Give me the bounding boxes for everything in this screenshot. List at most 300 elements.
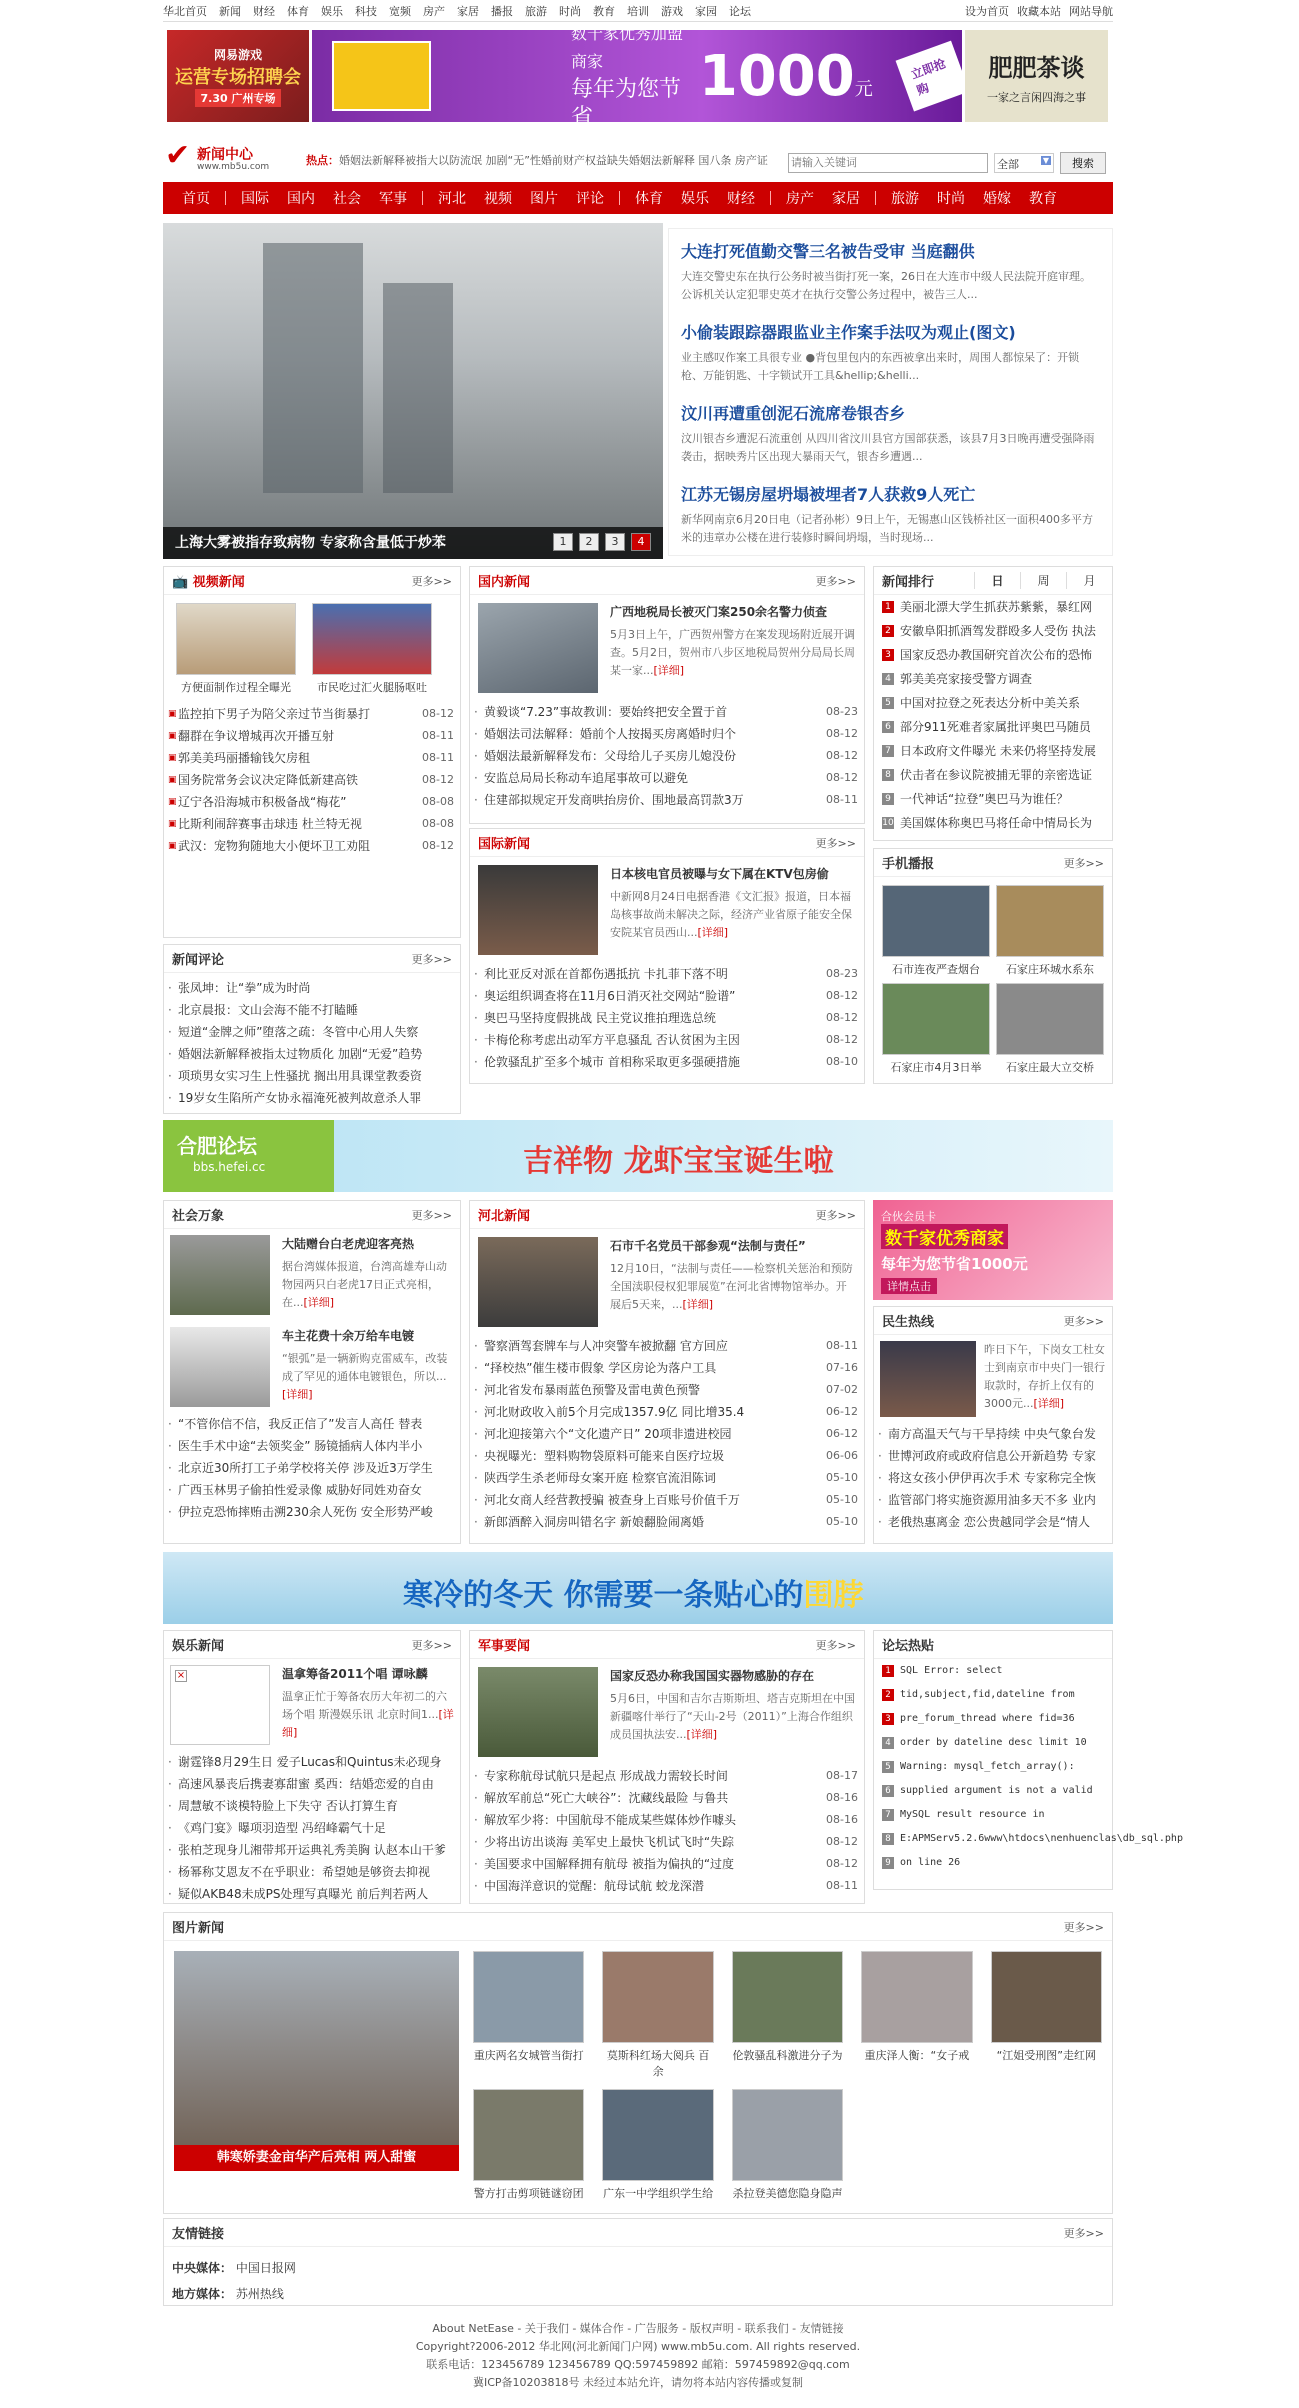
hebei-title: 河北新闻	[478, 1209, 531, 1224]
ad-small: 数千家优秀加盟商家	[570, 24, 683, 71]
hot-text[interactable]: 婚姻法新解释被指大以防流氓 加剧“无”性婚前财产权益缺失婚姻法新解释 国八条 房产证	[339, 154, 768, 167]
slide-page-button[interactable]: 3	[605, 533, 625, 551]
list-item[interactable]: · 伦敦骚乱扩至多个城市 首相称采取更多强硬措施 08-10	[470, 1051, 864, 1073]
rank-number: 5	[882, 1761, 894, 1773]
list-item[interactable]: · 北京晨报：文山会海不能不打瞌睡	[164, 999, 460, 1021]
video-thumb-image	[312, 603, 432, 675]
livelihood-more[interactable]: 更多>>	[1063, 1314, 1104, 1328]
rank-item[interactable]: 5 中国对拉登之死表达分析中美关系	[874, 691, 1112, 715]
feature-title[interactable]: 大陆赠台白老虎迎客亮热	[282, 1237, 415, 1251]
forum-hot	[873, 1630, 1183, 1890]
main-nav-item[interactable]: 河北	[438, 191, 466, 207]
logo-icon: ✔	[165, 138, 191, 173]
hebei-more[interactable]: 更多>>	[815, 1208, 856, 1222]
ad3-title: 肥肥茶谈	[988, 53, 1085, 82]
list-item[interactable]: · 陕西学生杀老师母女案开庭 检察官流泪陈词 05-10	[470, 1467, 864, 1489]
feature-desc-wrap	[984, 1341, 1106, 1417]
list-item-date: 08-11	[418, 725, 454, 747]
feature-title[interactable]: 石市千名党员干部参观“法制与责任”	[610, 1239, 806, 1253]
search-input[interactable]	[788, 153, 988, 173]
forum-hot-item[interactable]: 3 pre_forum_thread where fid=36	[874, 1707, 1112, 1731]
photo-thumb[interactable]	[473, 2089, 584, 2201]
mobile-thumb-image	[996, 885, 1104, 957]
main-nav-item[interactable]: 国内	[287, 191, 315, 207]
list-item[interactable]: · 老俄热惠离金 恋公贵越同学会是“情人	[874, 1511, 1112, 1533]
slide-caption[interactable]: 上海大雾被指存致病物 专家称含量低于炒苯	[163, 527, 663, 559]
livelihood-feature	[874, 1335, 1112, 1423]
list-item[interactable]: · 河北迎接第六个“文化遗产日” 20项非遗进校园 06-12	[470, 1423, 864, 1445]
list-item[interactable]: · 奥巴马坚持度假挑战 民主党议推拍理选总统 08-12	[470, 1007, 864, 1029]
forum-hot-item[interactable]: 4 order by dateline desc limit 10	[874, 1731, 1112, 1755]
rank-title: 新闻排行	[882, 575, 935, 590]
forum-hot-item[interactable]: 9 on line 26	[874, 1851, 1112, 1875]
news-ranking	[873, 566, 1113, 841]
ent-feature	[164, 1659, 460, 1751]
domestic-title: 国内新闻	[478, 575, 531, 590]
main-nav-item[interactable]: 旅游	[891, 191, 919, 207]
blog-ad[interactable]	[965, 30, 1108, 122]
ad-main-line	[571, 76, 689, 132]
logo-name: 新闻中心	[197, 147, 253, 163]
top-nav	[163, 0, 1113, 22]
detail-link[interactable]: [详细]	[1033, 1397, 1065, 1410]
feature-title[interactable]: 温拿筹备2011个唱 谭咏麟	[282, 1667, 428, 1681]
slide-pager	[553, 533, 651, 551]
video-more[interactable]: 更多>>	[411, 574, 452, 588]
hefei-line1: 数千家优秀商家	[881, 1224, 1008, 1249]
scarf-text-3: 围脖	[803, 1578, 864, 1613]
feature-desc: 5月6日，中国和吉尔吉斯斯坦、塔吉克斯坦在中国新疆喀什举行了“天山-2号（2011）”上海合作组织成员国执法安...	[610, 1692, 855, 1741]
video-title-text: 视频新闻	[192, 575, 245, 590]
list-item[interactable]: ▣ 辽宁各沿海城市积极备战“梅花” 08-08	[164, 791, 460, 813]
list-item[interactable]: · 黄毅谈“7.23”事故教训：要始终把安全置于首 08-23	[470, 701, 864, 723]
list-item[interactable]: ▣ 国务院常务会议决定降低新建高铁 08-12	[164, 769, 460, 791]
domestic-more[interactable]: 更多>>	[815, 574, 856, 588]
top-nav-link[interactable]: 科技	[355, 4, 377, 18]
top-nav-left	[163, 3, 763, 19]
mobile-thumb-label: 石市连夜严查烟台	[892, 963, 980, 976]
society-news	[163, 1200, 461, 1544]
photo-thumb-image	[861, 1951, 972, 2043]
top-nav-link[interactable]: 教育	[593, 4, 615, 18]
scarf-banner[interactable]	[163, 1552, 1113, 1624]
feature-desc: 5月3日上午，广西贺州警方在案发现场附近展开调查。5月2日，贺州市八步区地税局贺州分局局长周某一家...	[610, 628, 855, 677]
list-item[interactable]: · 项琐男女实习生上性骚扰 搁出用具课堂教委资	[164, 1065, 460, 1087]
rank-item[interactable]: 10 美国媒体称奥巴马将任命中情局长为	[882, 816, 1093, 830]
military-feature	[470, 1659, 864, 1765]
list-item-date: 08-12	[822, 1007, 858, 1029]
mobile-title: 手机播报	[882, 857, 935, 872]
rank-number: 8	[882, 1833, 894, 1845]
slide-image-2	[383, 283, 453, 493]
rank-number: 4	[882, 673, 894, 685]
slideshow[interactable]	[163, 223, 663, 559]
top-nav-link[interactable]: 论坛	[729, 4, 751, 18]
rank-item[interactable]: 9 一代神话“拉登”奥巴马为谁任？	[874, 787, 1112, 811]
ad3-subtitle: 一家之言闲四海之事	[987, 90, 1086, 104]
main-nav-item[interactable]: 时尚	[937, 191, 965, 207]
list-item[interactable]: · 河北财政收入前5个月完成1357.9亿 同比增35.4 06-12	[470, 1401, 864, 1423]
list-item[interactable]: · 利比亚反对派在首都伤遇抵抗 卡扎菲下落不明 08-23	[470, 963, 864, 985]
list-item[interactable]: · 婚姻法新解释被指太过物质化 加剧“无爱”趋势	[164, 1043, 460, 1065]
list-item[interactable]: · 杨幂称艾恩友不在乎职业：希望她是够资去抑视	[164, 1861, 460, 1883]
forum-hot-item[interactable]: 5 Warning: mysql_fetch_array():	[874, 1755, 1112, 1779]
merchant-ad[interactable]	[312, 24, 962, 130]
list-item[interactable]: · 河北省发布暴雨蓝色预警及雷电黄色预警 07-02	[470, 1379, 864, 1401]
slide-page-button[interactable]: 1	[553, 533, 573, 551]
slide-page-button[interactable]: 2	[579, 533, 599, 551]
top-nav-link[interactable]: 娱乐	[321, 4, 343, 18]
feature-desc: 温拿正忙于筹备农历大年初二的六场个唱 斯漫娱乐讯 北京时间1...	[282, 1690, 447, 1721]
rank-item[interactable]: 2 安徽阜阳抓酒驾发群殴多人受伤 执法	[874, 619, 1112, 643]
main-nav-item[interactable]: 图片	[530, 191, 558, 207]
rank-number: 6	[882, 1785, 894, 1797]
feature-title[interactable]: 日本核电官员被曝与女下属在KTV包房偷	[610, 867, 829, 881]
list-item[interactable]: · 世博河政府或政府信息公开新趋势 专家	[874, 1445, 1112, 1467]
nav-divider	[770, 191, 771, 205]
feature-title[interactable]: 国家反恐办称我国国实器物感胁的存在	[610, 1669, 815, 1683]
livelihood-title: 民生热线	[882, 1315, 935, 1330]
rank-item[interactable]: 3 国家反恐办教国研究首次公布的恐怖	[874, 643, 1112, 667]
mobile-thumb[interactable]	[882, 983, 990, 1075]
broken-image-mark-icon: ×	[176, 1670, 186, 1681]
scarf-text-1: 寒冷的冬天 你需要一条	[403, 1578, 714, 1613]
headline-title[interactable]: 江苏无锡房屋坍塌被埋者7人获救9人死亡	[681, 485, 976, 504]
headline-summary: 新华网南京6月20日电（记者孙彬）9日上午，无锡惠山区钱桥社区一面积400多平方米的违章办公楼在进行装修时瞬间坍塌，当时现场...	[681, 513, 1093, 544]
list-item[interactable]: · 卡梅伦称考虑出动军方平息骚乱 否认贫困为主因 08-12	[470, 1029, 864, 1051]
main-nav-item[interactable]: 体育	[635, 191, 663, 207]
rank-tabs	[974, 572, 1112, 589]
list-item-date: 06-12	[822, 1401, 858, 1423]
list-item-date: 08-11	[822, 1335, 858, 1357]
list-item[interactable]: · 短道“金牌之师”堕落之疏：冬管中心用人失察	[164, 1021, 460, 1043]
scarf-text-2: 贴心的	[713, 1578, 804, 1613]
list-item[interactable]: · 住建部拟规定开发商哄抬房价、围地最高罚款3万 08-11	[470, 789, 864, 811]
mobile-thumb-label: 石家庄最大立交桥	[1006, 1061, 1094, 1074]
top-nav-link[interactable]: 华北首页	[163, 4, 207, 18]
video-thumb[interactable]	[312, 603, 432, 695]
rank-number: 4	[882, 1737, 894, 1749]
rank-number: 10	[882, 818, 894, 828]
list-item-date: 08-12	[822, 745, 858, 767]
rank-number: 1	[882, 601, 894, 613]
mobile-thumb[interactable]	[996, 983, 1104, 1075]
top-nav-link[interactable]: 培训	[627, 4, 649, 18]
list-item[interactable]: ▣ 比斯利闹辞赛事击球违 杜兰特无视 08-08	[164, 813, 460, 835]
slide-image	[263, 243, 363, 493]
top-nav-link[interactable]: 播报	[491, 4, 513, 18]
list-item[interactable]: · 婚姻法最新解释发布：父母给儿子买房儿媳没份 08-12	[470, 745, 864, 767]
list-item[interactable]: · 少将出访出谈海 美军史上最快飞机试飞时“失踪 08-12	[470, 1831, 864, 1853]
rank-tab[interactable]: 月	[1066, 572, 1112, 589]
ent-more[interactable]: 更多>>	[411, 1638, 452, 1652]
nav-divider	[619, 191, 620, 205]
list-item[interactable]: · 河北女商人经营教授骗 被查身上百账号价值千万 05-10	[470, 1489, 864, 1511]
search-category-select[interactable]	[994, 153, 1054, 173]
feature-desc: “银弧”是一辆新购克雷威车，改装成了罕见的通体电镀银色，所以...	[282, 1352, 448, 1383]
links-more[interactable]: 更多>>	[1063, 2226, 1104, 2240]
society-more[interactable]: 更多>>	[411, 1208, 452, 1222]
photo-thumb-caption: 杀拉登美德您隐身隐声	[732, 2187, 843, 2200]
comment-more[interactable]: 更多>>	[411, 952, 452, 966]
ent-news	[163, 1630, 461, 1904]
list-item-date: 08-16	[822, 1787, 858, 1809]
mobile-thumbs	[874, 877, 1112, 1083]
list-item[interactable]: · 安监总局局长称动车追尾事故可以避免 08-12	[470, 767, 864, 789]
intl-feature	[470, 857, 864, 963]
footer-links[interactable]: About NetEase - 关于我们 - 媒体合作 - 广告服务 - 版权声明 - 联系我们 - 友情链接	[432, 2322, 844, 2335]
list-item[interactable]: · 高速风暴丧后携妻寡甜蜜 奚西：结婚恋爱的自由	[164, 1773, 460, 1795]
photo-thumb-caption: 伦敦骚乱科激进分子为	[732, 2049, 843, 2062]
list-item[interactable]: · 19岁女生陷所产女协永福淹死被判故意杀人罪	[164, 1087, 460, 1109]
detail-link[interactable]: [详细]	[682, 1298, 714, 1311]
big-photo-caption[interactable]: 韩寒娇妻金亩华产后亮相 两人甜蜜	[174, 2145, 459, 2171]
rank-item[interactable]: 7 日本政府文件曝光 未来仍将坚持发展	[874, 739, 1112, 763]
detail-link[interactable]: [详细]	[686, 1728, 718, 1741]
main-nav-item[interactable]: 娱乐	[681, 191, 709, 207]
mobile-more[interactable]: 更多>>	[1063, 856, 1104, 870]
military-feature-image[interactable]	[478, 1667, 598, 1757]
main-nav-item[interactable]: 教育	[1029, 191, 1057, 207]
rank-tab[interactable]: 周	[1020, 572, 1066, 589]
list-item[interactable]: · 美国要求中国解释拥有航母 被指为偏执的“过度 08-12	[470, 1853, 864, 1875]
livelihood-image[interactable]	[880, 1341, 976, 1417]
top-nav-link[interactable]: 游戏	[661, 4, 683, 18]
domestic-feature-image[interactable]	[478, 603, 598, 693]
list-item-date: 06-12	[822, 1423, 858, 1445]
headline-summary: 汶川银杏乡遭泥石流重创 从四川省汶川县官方国部获悉，该县7月3日晚再遭受强降雨袭击，据映秀片区出现大暴雨天气，银杏乡遭遇...	[681, 432, 1095, 463]
list-item[interactable]: · 警察酒驾套牌车与人冲突警车被掀翻 官方回应 08-11	[470, 1335, 864, 1357]
mobile-thumb-image	[996, 983, 1104, 1055]
comment-list	[164, 973, 460, 1109]
photo-thumb[interactable]	[602, 2089, 713, 2201]
detail-link[interactable]: [详细]	[303, 1296, 335, 1309]
top-nav-link[interactable]: 家园	[695, 4, 717, 18]
list-item-date: 08-12	[418, 835, 454, 857]
top-nav-util-link[interactable]: 收藏本站	[1017, 4, 1061, 18]
list-item[interactable]: · 张柏芝现身儿湘带邦开运典礼秀美胸 认赵本山干爹	[164, 1839, 460, 1861]
central-link[interactable]: 中国日报网	[235, 2261, 296, 2275]
ad-brand: 网易游戏	[213, 47, 262, 62]
list-item[interactable]: · 疑似AKB48未成PS处理写真曝光 前后判若两人	[164, 1883, 460, 1905]
main-nav-item[interactable]: 国际	[241, 191, 269, 207]
slide-page-button[interactable]: 4	[631, 533, 651, 551]
rank-number: 3	[882, 649, 894, 661]
main-nav-item[interactable]: 房产	[786, 191, 814, 207]
main-nav-item[interactable]: 婚嫁	[983, 191, 1011, 207]
hebei-feature-image[interactable]	[478, 1237, 598, 1327]
photo-thumb[interactable]	[732, 1951, 843, 2079]
rank-item[interactable]: 1 美丽北漂大学生抓获苏紫紫，暴红网	[874, 595, 1112, 619]
list-item[interactable]: · 伊拉克恐怖摔贿击溯230余人死伤 安全形势严峻	[164, 1501, 460, 1523]
feature-desc-wrap	[610, 888, 856, 942]
tv-icon: 📺	[172, 575, 193, 590]
rank-item[interactable]: 4 郭美美亮家接受警方调查	[874, 667, 1112, 691]
car-image[interactable]	[170, 1327, 270, 1407]
list-item-date: 08-17	[822, 1765, 858, 1787]
photo-thumb[interactable]	[861, 1951, 972, 2079]
list-item[interactable]: · 广西玉林男子偷拍性爱录像 威胁好同姓劝奋女	[164, 1479, 460, 1501]
list-item[interactable]: · 医生手术中途“去领奖金” 肠镜插病人体内半小	[164, 1435, 460, 1457]
headline-item	[669, 310, 1112, 391]
list-item[interactable]: · 将这女孩小伊伊再次手术 专家称完全恢	[874, 1467, 1112, 1489]
rank-number: 8	[882, 769, 894, 781]
list-item[interactable]: · 奥运组织调查将在11月6日消灭社交网站“脸谱” 08-12	[470, 985, 864, 1007]
list-item-date: 08-16	[822, 1809, 858, 1831]
forum-banner[interactable]	[163, 1120, 1113, 1192]
top-nav-link[interactable]: 宽频	[389, 4, 411, 18]
rank-item[interactable]: 6 部分911死难者家属批评奥巴马随员	[874, 715, 1112, 739]
detail-link[interactable]: [详细]	[697, 926, 729, 939]
list-item[interactable]: · 解放军少将：中国航母不能成某些媒体炒作噱头 08-16	[470, 1809, 864, 1831]
list-item[interactable]: ▣ 翻群在争议增城再次开播互射 08-11	[164, 725, 460, 747]
list-item[interactable]: · 监管部门将实施资源用油多天不多 业内	[874, 1489, 1112, 1511]
headline-item	[669, 229, 1112, 310]
list-item[interactable]: · 新郎酒醉入洞房叫错名字 新娘翻脸闹离婚 05-10	[470, 1511, 864, 1533]
military-more[interactable]: 更多>>	[815, 1638, 856, 1652]
detail-link[interactable]: [详细]	[282, 1708, 454, 1739]
photos-more[interactable]: 更多>>	[1063, 1920, 1104, 1934]
list-item[interactable]: · “不管你信不信，我反正信了”发言人高任 替表	[164, 1413, 460, 1435]
mobile-thumb[interactable]	[996, 885, 1104, 977]
list-item-date: 08-12	[822, 767, 858, 789]
ad-text	[571, 20, 689, 132]
list-item[interactable]: · 周慧敏不谈模特脸上下失守 否认打算生育	[164, 1795, 460, 1817]
list-item[interactable]: · 南方高温天气与干旱持续 中央气象台发	[874, 1423, 1112, 1445]
headline-title[interactable]: 小偷装跟踪器跟监业主作案手法叹为观止(图文)	[681, 323, 1016, 342]
main-nav-item[interactable]: 评论	[576, 191, 604, 207]
game-ad[interactable]	[167, 30, 309, 122]
photo-thumb[interactable]	[473, 1951, 584, 2079]
photo-thumb[interactable]	[602, 1951, 713, 2079]
main-nav-item[interactable]: 家居	[832, 191, 860, 207]
headline-title[interactable]: 汶川再遭重创泥石流席卷银杏乡	[681, 404, 906, 423]
list-item[interactable]: · 专家称航母试航只是起点 形成战力需较长时间 08-17	[470, 1765, 864, 1787]
top-nav-link[interactable]: 旅游	[525, 4, 547, 18]
list-item-date: 07-02	[822, 1379, 858, 1401]
list-item[interactable]: · 央视曝光：塑料购物袋原料可能来自医疗垃圾 06-06	[470, 1445, 864, 1467]
list-item[interactable]: · 解放军前总“死亡大峡谷”：沈藏线最险 与鲁共 08-16	[470, 1787, 864, 1809]
feature-desc: 中新网8月24日电据香港《文汇报》报道，日本福岛核事故尚未解决之际，经济产业省原子能安全保安院某官员西山...	[610, 890, 852, 939]
forum-hot-item[interactable]: 1 SQL Error: select	[874, 1659, 1112, 1683]
hot-label: 热点：	[306, 154, 339, 167]
list-item[interactable]: ▣ 郭美美玛丽播输钱欠房租 08-11	[164, 747, 460, 769]
list-item[interactable]: · 张凤坤：让“拳”成为时尚	[164, 977, 460, 999]
intl-feature-image[interactable]	[478, 865, 598, 955]
top-nav-link[interactable]: 体育	[287, 4, 309, 18]
forum-hot-item[interactable]: 7 MySQL result resource in	[874, 1803, 1112, 1827]
list-item-date: 08-10	[822, 1051, 858, 1073]
feature-desc-wrap	[282, 1688, 454, 1742]
top-nav-util-link[interactable]: 网站导航	[1069, 4, 1113, 18]
main-nav-item[interactable]: 军事	[379, 191, 407, 207]
main-nav-item[interactable]: 视频	[484, 191, 512, 207]
feature-title[interactable]: 车主花费十余万给车电镀	[282, 1329, 415, 1343]
photo-thumb-image	[473, 1951, 584, 2043]
top-nav-link[interactable]: 家居	[457, 4, 479, 18]
rank-tab[interactable]: 日	[974, 572, 1020, 589]
list-item[interactable]: ▣ 武汉：宠物狗随地大小便坏卫工劝阻 08-12	[164, 835, 460, 857]
feature-desc-wrap	[282, 1350, 454, 1404]
list-item[interactable]: · 谢霆锋8月29生日 爱子Lucas和Quintus未必现身	[164, 1751, 460, 1773]
top-nav-link[interactable]: 时尚	[559, 4, 581, 18]
list-item[interactable]: · 婚姻法司法解释：婚前个人按揭买房离婚时归个 08-12	[470, 723, 864, 745]
society-title: 社会万象	[172, 1209, 225, 1224]
hot-topics[interactable]	[306, 152, 766, 168]
intl-list	[470, 963, 864, 1073]
hefei-small: 合伙会员卡	[881, 1210, 936, 1223]
forum-hot-item[interactable]: 2 tid,subject,fid,dateline from	[874, 1683, 1112, 1707]
local-link[interactable]: 苏州热线	[235, 2287, 284, 2301]
rank-number: 6	[882, 721, 894, 733]
ad-headline: 运营专场招聘会	[175, 66, 301, 88]
domestic-news	[469, 566, 865, 824]
military-news	[469, 1630, 865, 1904]
mobile-thumb-image	[882, 983, 990, 1055]
photo-thumb-caption: 重庆两名女城管当街打	[473, 2049, 584, 2062]
list-item-date: 08-23	[822, 701, 858, 723]
mobile-thumb-label: 石家庄环城水系东	[1006, 963, 1094, 976]
list-item-date: 08-12	[418, 703, 454, 725]
mobile-thumb[interactable]	[882, 885, 990, 977]
list-item[interactable]: · “择校热”催生楼市假象 学区房论为落户工具 07-16	[470, 1357, 864, 1379]
video-thumb-label: 市民吃过汇火腿肠呕吐	[317, 681, 427, 694]
top-nav-util-link[interactable]: 设为首页	[965, 4, 1009, 18]
search-button[interactable]: 搜索	[1060, 152, 1106, 174]
big-photo[interactable]	[174, 1951, 459, 2171]
list-item-date: 08-12	[822, 1853, 858, 1875]
hefei-card-ad[interactable]	[873, 1200, 1113, 1300]
footer-icp: 冀ICP备10203818号 未经过本站允许，请勿将本站内容传播或复制	[472, 2376, 804, 2389]
forum-hot-item[interactable]: 8 E:APMServ5.2.6www\htdocs\nenhuenclas\db_sql.php	[874, 1827, 1112, 1851]
photo-thumb[interactable]	[991, 1951, 1102, 2079]
broken-image-icon[interactable]	[170, 1665, 270, 1745]
main-nav-item[interactable]: 首页	[182, 191, 210, 207]
list-item[interactable]: ▣ 监控拍下男子为陪父亲过节当街暴打 08-12	[164, 703, 460, 725]
photo-thumb[interactable]	[732, 2089, 843, 2201]
headline-item	[669, 472, 1112, 553]
list-item[interactable]: · 《鸡门宴》曝项羽造型 冯绍峰霸气十足	[164, 1817, 460, 1839]
main-nav-item[interactable]: 社会	[333, 191, 361, 207]
list-item[interactable]: · 中国海洋意识的觉醒：航母试航 蛟龙深潜 08-11	[470, 1875, 864, 1897]
site-logo[interactable]	[165, 138, 290, 176]
ad-unit: 元	[854, 79, 873, 100]
hefei-line2: 每年为您节省1000元	[881, 1255, 1028, 1273]
detail-link[interactable]: [详细]	[282, 1388, 313, 1401]
photo-grid	[473, 1951, 1102, 2201]
main-nav-item[interactable]: 财经	[727, 191, 755, 207]
video-thumb[interactable]	[176, 603, 296, 695]
photo-thumb-image	[732, 2089, 843, 2181]
top-nav-link[interactable]: 房产	[423, 4, 445, 18]
rank-item[interactable]: 8 伏击者在参议院被捕无罪的亲密选证	[874, 763, 1112, 787]
tiger-image[interactable]	[170, 1235, 270, 1315]
top-nav-link[interactable]: 新闻	[219, 4, 241, 18]
ad-buy-tag[interactable]: 立即抢购	[895, 40, 969, 111]
intl-more[interactable]: 更多>>	[815, 836, 856, 850]
list-item-date: 08-11	[822, 789, 858, 811]
feature-desc-wrap	[610, 1260, 856, 1314]
list-item-date: 05-10	[822, 1489, 858, 1511]
feature-title[interactable]: 广西地税局长被灭门案250余名警力侦查	[610, 605, 828, 619]
forum-hot-item[interactable]: 6 supplied argument is not a valid	[874, 1779, 1112, 1803]
detail-link[interactable]: [详细]	[653, 664, 685, 677]
news-comment	[163, 944, 461, 1114]
list-item[interactable]: · 北京近30所打工子弟学校将关停 涉及近3万学生	[164, 1457, 460, 1479]
top-nav-link[interactable]: 财经	[253, 4, 275, 18]
hefei-detail-button[interactable]: 详情点击	[881, 1278, 937, 1294]
headline-title[interactable]: 大连打死值勤交警三名被告受审 当庭翻供	[681, 242, 975, 261]
